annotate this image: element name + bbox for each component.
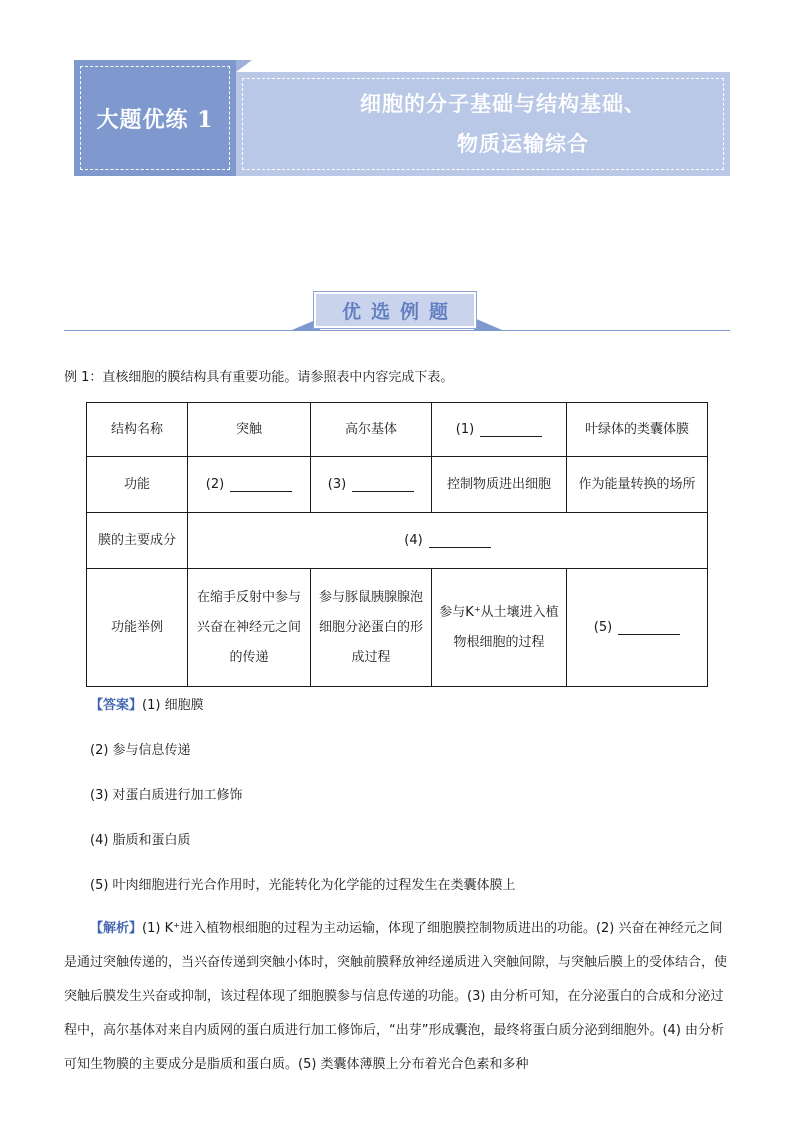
table-cell: 作为能量转换的场所 xyxy=(567,457,708,513)
table-cell xyxy=(432,403,567,457)
section-wing-right xyxy=(474,318,502,330)
table-cell: 功能 xyxy=(87,457,188,513)
page-title-line2: 物质运输综合 xyxy=(457,132,589,156)
blank-label: (3) xyxy=(327,476,347,492)
answer-blank xyxy=(352,477,414,492)
answer-tag: 【答案】 xyxy=(90,698,143,713)
blank-label: (4) xyxy=(404,532,423,548)
answer-line-4: (4) 脂质和蛋白质 xyxy=(90,833,191,848)
answer-blank xyxy=(480,422,542,437)
table-cell: 结构名称 xyxy=(87,403,188,457)
table-cell: 功能举例 xyxy=(87,569,188,687)
table-row xyxy=(87,513,708,569)
analysis-text: (1) K⁺进入植物根细胞的过程为主动运输，体现了细胞膜控制物质进出的功能。(2) 兴奋在神经元之间是通过突触传递的，当兴奋传递到突触小体时，突触前膜释放神经递质进入突触间隙，与突触后膜上的受体结合，使突触后膜发生兴奋或抑制，该过程体现了细胞膜参与信息传递的功能。(3) 由分析可知，在分泌蛋白的合成和分泌过程中，高尔基体对来自内质网的蛋白质进行加工修饰后，“出芽”形成囊泡，最终将蛋白质分泌到细胞外。(4) 由分析可知生物膜的主要成分是脂质和蛋白质。(5) 类囊体薄膜上分布着光合色素和多种 xyxy=(64,921,728,1072)
answer-line-2: (2) 参与信息传递 xyxy=(90,743,191,758)
table-cell xyxy=(188,513,708,569)
membrane-table xyxy=(86,402,708,687)
table-cell: 叶绿体的类囊体膜 xyxy=(567,403,708,457)
answer-line-5: (5) 叶肉细胞进行光合作用时，光能转化为化学能的过程发生在类囊体膜上 xyxy=(90,878,516,893)
table-cell: 膜的主要成分 xyxy=(87,513,188,569)
table-row xyxy=(87,403,708,457)
table-cell: 高尔基体 xyxy=(311,403,432,457)
page-title-line1: 细胞的分子基础与结构基础、 xyxy=(360,92,646,116)
section-divider xyxy=(64,330,730,331)
answer-blank xyxy=(429,533,491,548)
answer-blank xyxy=(230,477,292,492)
question-prompt: 例 1：直核细胞的膜结构具有重要功能。请参照表中内容完成下表。 xyxy=(64,370,454,385)
analysis-paragraph xyxy=(64,912,730,1082)
table-row xyxy=(87,569,708,687)
table-cell: 在缩手反射中参与兴奋在神经元之间的传递 xyxy=(188,569,311,687)
table-cell xyxy=(311,457,432,513)
table-cell: 突触 xyxy=(188,403,311,457)
table-cell xyxy=(567,569,708,687)
blank-label: (1) xyxy=(455,421,475,437)
blank-label: (2) xyxy=(205,476,225,492)
table-row xyxy=(87,457,708,513)
analysis-tag: 【解析】 xyxy=(90,921,143,936)
table-cell: 参与豚鼠胰腺腺泡细胞分泌蛋白的形成过程 xyxy=(311,569,432,687)
section-label: 优选例题 xyxy=(314,292,476,328)
answer-text: (1) 细胞膜 xyxy=(142,698,204,713)
table-cell: 参与K⁺从土壤进入植物根细胞的过程 xyxy=(432,569,567,687)
banner-badge: 大题优练 1 xyxy=(96,106,214,133)
banner-fold xyxy=(236,60,252,72)
page-title xyxy=(236,84,730,164)
table-cell xyxy=(188,457,311,513)
answer-line-1 xyxy=(90,694,204,713)
answer-blank xyxy=(618,620,680,635)
answer-line-3: (3) 对蛋白质进行加工修饰 xyxy=(90,788,243,803)
blank-label: (5) xyxy=(593,619,613,635)
table-cell: 控制物质进出细胞 xyxy=(432,457,567,513)
